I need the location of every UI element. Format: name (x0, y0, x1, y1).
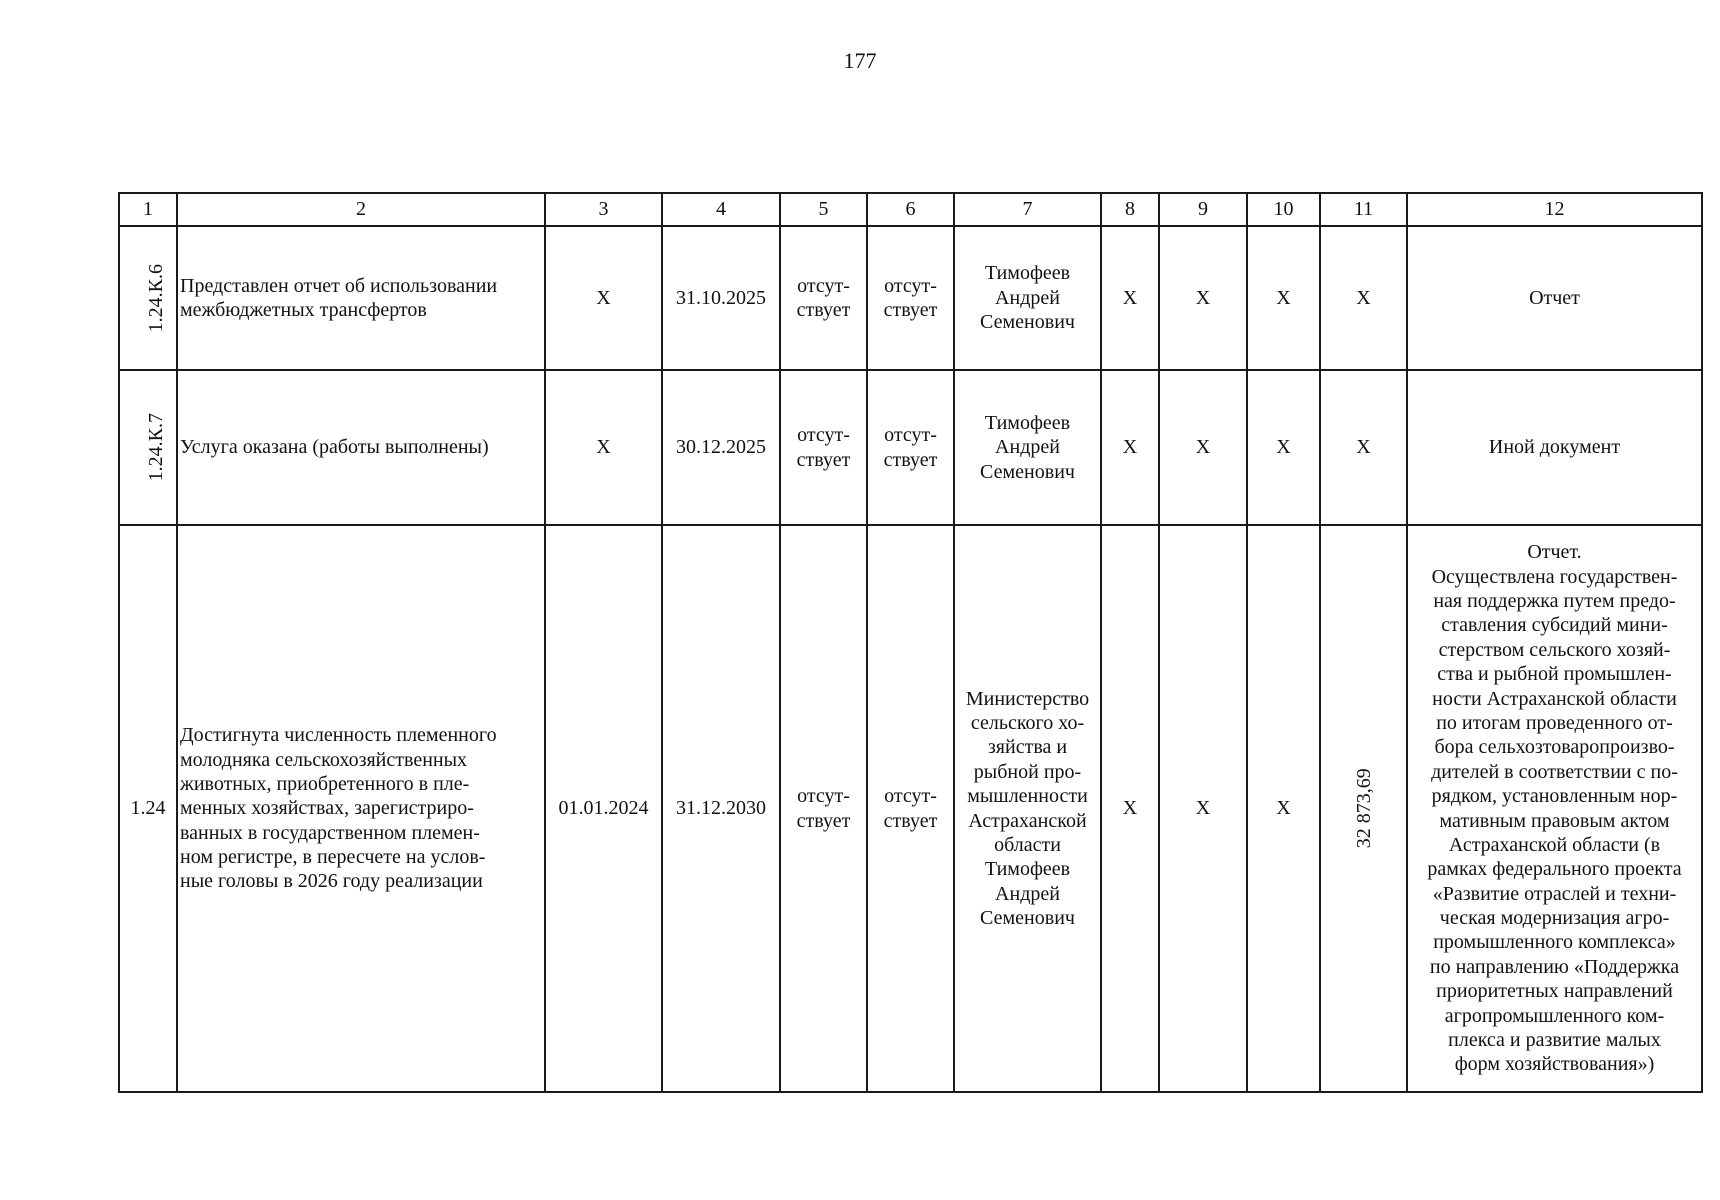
cell-col7: Министерство сельского хо- зяйства и рыбной про- мышленности Астраханской области Тимофеев Андрей Семенович (954, 525, 1101, 1092)
cell-col3: 01.01.2024 (545, 525, 662, 1092)
cell-col4: 31.10.2025 (662, 226, 780, 370)
funding-amount: 32 873,69 (1352, 768, 1375, 849)
results-table (118, 192, 1703, 1093)
header-cell-1: 1 (119, 193, 177, 226)
cell-col4: 30.12.2025 (662, 370, 780, 525)
cell-col8: X (1101, 370, 1159, 525)
row-code: 1.24 (119, 525, 177, 1092)
cell-col8: X (1101, 226, 1159, 370)
row-code-cell (119, 226, 177, 370)
cell-col3: X (545, 226, 662, 370)
cell-col5: отсут- ствует (780, 226, 867, 370)
row-title: Услуга оказана (работы выполнены) (177, 370, 545, 525)
row-code-cell (119, 370, 177, 525)
header-cell-8: 8 (1101, 193, 1159, 226)
header-cell-4: 4 (662, 193, 780, 226)
table-row (119, 226, 1702, 370)
cell-col7: Тимофеев Андрей Семенович (954, 370, 1101, 525)
cell-col12: Отчет (1407, 226, 1702, 370)
cell-col10: X (1247, 370, 1320, 525)
cell-col4: 31.12.2030 (662, 525, 780, 1092)
cell-col10: X (1247, 525, 1320, 1092)
cell-col12: Иной документ (1407, 370, 1702, 525)
cell-col6: отсут- ствует (867, 370, 954, 525)
row-code: 1.24.К.6 (144, 263, 167, 333)
row-title: Представлен отчет об использовании межбюджетных трансфертов (177, 226, 545, 370)
header-cell-6: 6 (867, 193, 954, 226)
cell-col5: отсут- ствует (780, 370, 867, 525)
cell-col7: Тимофеев Андрей Семенович (954, 226, 1101, 370)
cell-col10: X (1247, 226, 1320, 370)
cell-col6: отсут- ствует (867, 226, 954, 370)
cell-col5: отсут- ствует (780, 525, 867, 1092)
page-number: 177 (843, 48, 877, 73)
header-cell-11: 11 (1320, 193, 1407, 226)
row-code: 1.24.К.7 (144, 413, 167, 482)
row-title: Достигнута численность племенного молодняка сельскохозяйственных животных, приобретенного в пле- менных хозяйствах, зарегистриро- ванных в государственном племен- ном регистре, в пересчете на услов- ные головы в 2026 году реализации (177, 525, 545, 1092)
header-cell-9: 9 (1159, 193, 1247, 226)
header-cell-10: 10 (1247, 193, 1320, 226)
cell-col11: X (1320, 226, 1407, 370)
cell-col9: X (1159, 525, 1247, 1092)
header-cell-5: 5 (780, 193, 867, 226)
cell-col9: X (1159, 226, 1247, 370)
cell-col12: Отчет. Осуществлена государствен- ная поддержка путем предо- ставления субсидий мини- стерством сельского хозяй- ства и рыбной промышлен- ности Астраханской области по итогам проведенного от- бора сельхозтоваропроизво- дителей в соответствии с по- рядком, установленным нор- мативным правовым актом Астраханской области (в рамках федерального проекта «Развитие отраслей и техни- ческая модернизация агро- промышленного комплекса» по направлению «Поддержка приоритетных направлений агропромышленного ком- плекса и развитие малых форм хозяйствования») (1407, 525, 1702, 1092)
header-cell-2: 2 (177, 193, 545, 226)
header-cell-3: 3 (545, 193, 662, 226)
header-cell-12: 12 (1407, 193, 1702, 226)
cell-col9: X (1159, 370, 1247, 525)
cell-col6: отсут- ствует (867, 525, 954, 1092)
cell-col8: X (1101, 525, 1159, 1092)
cell-col11: X (1320, 370, 1407, 525)
header-cell-7: 7 (954, 193, 1101, 226)
cell-col11 (1320, 525, 1407, 1092)
cell-col3: X (545, 370, 662, 525)
table-row (119, 370, 1702, 525)
table-header-row (119, 193, 1702, 226)
table-row (119, 525, 1702, 1092)
